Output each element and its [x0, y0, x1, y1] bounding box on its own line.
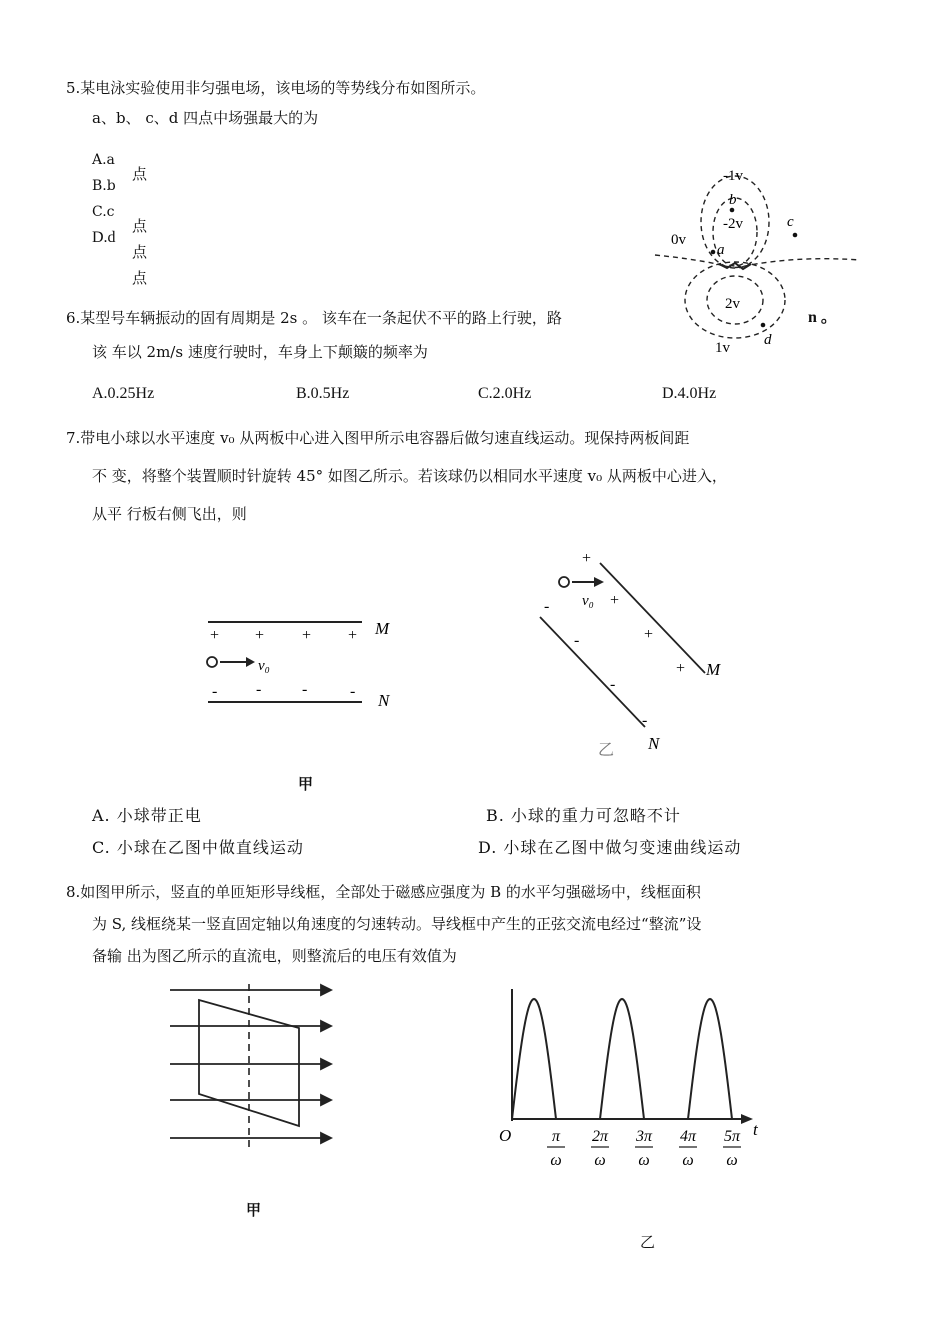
x-axis-label: t — [753, 1120, 758, 1139]
point-d — [761, 323, 766, 328]
label-b: b — [729, 192, 737, 208]
field-arrow-1 — [321, 985, 331, 995]
field-arrow-5 — [321, 1133, 331, 1143]
field-arrow-4 — [321, 1095, 331, 1105]
caption-yi-faint: 乙 — [598, 742, 615, 759]
q5-option-a: A.a — [92, 152, 115, 168]
label-v0: v₀ — [258, 658, 270, 674]
q7-option-a: A. 小球带正电 — [92, 806, 202, 825]
q5-option-d: D.d — [92, 229, 116, 246]
tick-denominator-3: ω — [638, 1152, 650, 1169]
arch-2 — [600, 999, 644, 1119]
q6-stem-end: n 。 — [808, 309, 837, 326]
q7-stem-line3: 从平 行板右侧飞出，则 — [92, 505, 247, 523]
q6-option-a: A.0.25Hz — [92, 385, 155, 402]
arch-1 — [512, 999, 556, 1119]
minus-2: - — [256, 681, 262, 698]
tick-denominator-4: ω — [682, 1152, 694, 1169]
label-m-rotated: M — [706, 660, 721, 679]
q8-caption-yi: 乙 — [640, 1233, 656, 1251]
label-a: a — [717, 242, 725, 258]
q8-stem-line1: 8.如图甲所示，竖直的单匝矩形导线框，全部处于磁感应强度为 B 的水平匀强磁场中，线框面积 — [66, 883, 701, 901]
q5-stem: 5.某电泳实验使用非匀强电场，该电场的等势线分布如图所示。 — [66, 79, 486, 97]
q5-dian-3: 点 — [132, 243, 148, 261]
q7-caption-jia: 甲 — [298, 775, 314, 793]
plus-1: + — [210, 627, 220, 644]
point-c — [793, 233, 798, 238]
q7-figure-jia — [200, 612, 410, 712]
label-d: d — [764, 332, 772, 348]
q7-stem-line1: 7.带电小球以水平速度 v₀ 从两板中心进入图甲所示电容器后做匀速直线运动。现保持两板间距 — [66, 429, 690, 447]
label-m: M — [375, 619, 390, 638]
tick-denominator-5: ω — [726, 1152, 738, 1169]
q6-option-c: C.2.0Hz — [478, 385, 532, 402]
q5-stem-line2: a、b、 c、d 四点中场强最大的为 — [92, 109, 319, 127]
ball — [207, 657, 217, 667]
origin-label: O — [499, 1126, 512, 1145]
point-a — [711, 250, 716, 255]
plus-r4: + — [676, 660, 686, 677]
q6-stem-line2: 该 车以 2m/s 速度行驶时，车身上下颠簸的频率为 — [92, 343, 428, 361]
label-n-rotated: N — [648, 734, 660, 753]
plus-r3: + — [644, 626, 654, 643]
minus-r1: - — [544, 598, 550, 615]
field-arrow-3 — [321, 1059, 331, 1069]
q5-option-c: C.c — [92, 204, 115, 220]
q8-caption-jia: 甲 — [246, 1201, 262, 1219]
minus-1: - — [212, 683, 218, 700]
arrow-head-rotated — [594, 577, 604, 587]
q7-stem-line2: 不 变，将整个装置顺时针旋转 45° 如图乙所示。若该球仍以相同水平速度 v₀ 从两板中心进入， — [92, 467, 727, 485]
minus-4: - — [350, 683, 356, 700]
minus-r2: - — [574, 632, 580, 649]
minus-3: - — [302, 681, 308, 698]
q6-option-d: D.4.0Hz — [662, 385, 717, 402]
plus-r2: + — [610, 592, 620, 609]
label-minus1v: -1v — [723, 168, 743, 184]
label-v0-rotated: v₀ — [582, 593, 594, 609]
ball-rotated — [559, 577, 569, 587]
label-minus2v: -2v — [723, 216, 743, 232]
q5-equipotential-figure — [655, 160, 865, 360]
label-0v: 0v — [671, 232, 686, 248]
x-axis-arrow — [741, 1114, 753, 1124]
tick-numerator-3: 3π — [635, 1128, 653, 1145]
point-b — [730, 208, 735, 213]
label-c: c — [787, 214, 794, 230]
q8-stem-line3: 备输 出为图乙所示的直流电，则整流后的电压有效值为 — [92, 947, 457, 965]
label-1v: 1v — [715, 340, 730, 356]
q8-stem-line2: 为 S, 线框绕某一竖直固定轴以角速度的匀速转动。导线框中产生的正弦交流电经过“整流”设 — [92, 915, 702, 933]
q5-dian-1: 点 — [132, 165, 148, 183]
plus-3: + — [302, 627, 312, 644]
label-2v: 2v — [725, 296, 740, 312]
plus-2: + — [255, 627, 265, 644]
arch-3 — [688, 999, 732, 1119]
arrow-head — [246, 657, 255, 667]
q5-dian-4: 点 — [132, 269, 148, 287]
label-n: N — [378, 691, 390, 710]
tick-numerator-2: 2π — [591, 1128, 609, 1145]
tick-numerator-5: 5π — [723, 1128, 741, 1145]
plus-4: + — [348, 627, 358, 644]
minus-r4: - — [642, 712, 648, 729]
q5-option-b: B.b — [92, 178, 116, 194]
tick-numerator-1: π — [551, 1128, 561, 1145]
q8-figure-jia — [165, 982, 355, 1152]
q7-figure-yi — [530, 545, 730, 760]
q5-dian-2: 点 — [132, 217, 148, 235]
plate-m-rotated — [600, 563, 705, 673]
q7-option-b: B. 小球的重力可忽略不计 — [486, 806, 681, 825]
tick-denominator-1: ω — [550, 1152, 562, 1169]
q6-stem: 6.某型号车辆振动的固有周期是 2s 。 该车在一条起伏不平的路上行驶，路 — [66, 309, 562, 327]
rectified-series — [512, 999, 732, 1119]
minus-r3: - — [610, 676, 616, 693]
plus-r1: + — [582, 550, 592, 567]
q8-chart — [495, 985, 765, 1185]
plate-n-rotated — [540, 617, 648, 729]
tick-denominator-2: ω — [594, 1152, 606, 1169]
q6-option-b: B.0.5Hz — [296, 385, 350, 402]
q7-option-d: D. 小球在乙图中做匀变速曲线运动 — [478, 838, 742, 857]
field-arrow-2 — [321, 1021, 331, 1031]
q7-option-c: C. 小球在乙图中做直线运动 — [92, 838, 304, 857]
tick-numerator-4: 4π — [679, 1128, 697, 1145]
